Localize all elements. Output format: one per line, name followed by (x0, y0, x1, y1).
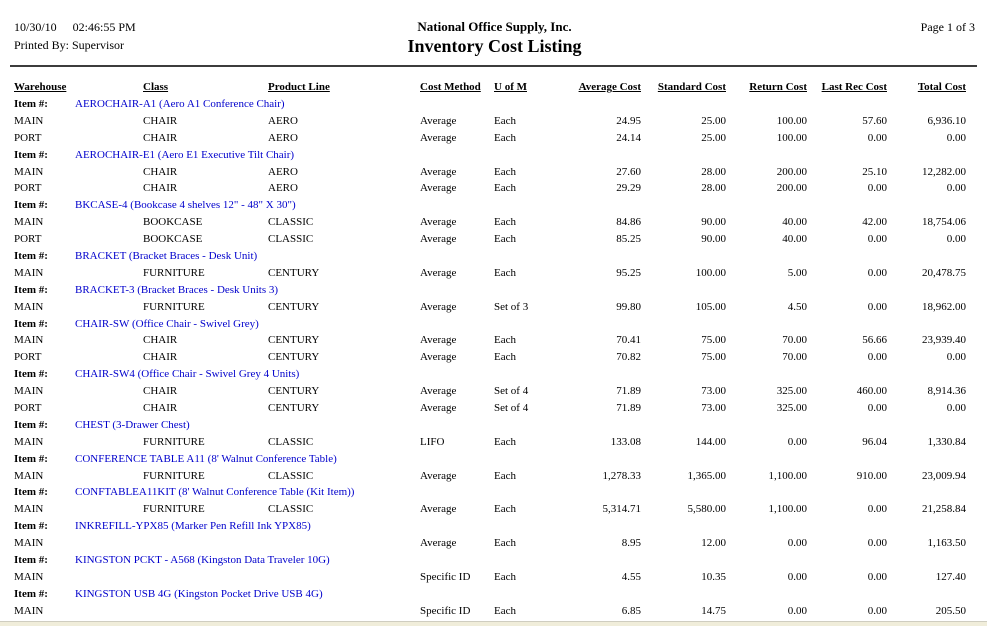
cell-cost-method: Average (420, 537, 457, 550)
cell-product-line (268, 603, 420, 620)
cell-u-of-m: Set of 3 (494, 300, 529, 313)
cell-u-of-m: Each (494, 233, 516, 246)
cell-standard-cost: 73.00 (701, 402, 726, 415)
cell-total-cost: 1,330.84 (927, 435, 966, 448)
cell-u-of-m: Each (494, 334, 516, 347)
cell-class: FURNITURE (143, 435, 205, 448)
item-link[interactable]: CONFTABLEA11KIT (8' Walnut Conference Table (Kit Item)) (75, 486, 355, 499)
cell-total-cost: 18,754.06 (922, 216, 966, 229)
cell-last-rec-cost: 0.00 (867, 570, 887, 583)
cell-product-line: AERO (268, 165, 298, 178)
cell-total-cost: 20,478.75 (922, 266, 966, 279)
cell-product-line (268, 535, 420, 552)
item-link[interactable]: BRACKET (Bracket Braces - Desk Unit) (75, 250, 258, 263)
cell-warehouse: MAIN (14, 570, 44, 583)
cell-warehouse: PORT (14, 402, 42, 415)
item-group-row (14, 451, 966, 468)
cell-cost-method: Average (420, 216, 457, 229)
cell-cost-method: Average (420, 165, 457, 178)
cell-product-line: AERO (268, 182, 298, 195)
cell-class: CHAIR (143, 385, 178, 398)
cell-average-cost: 70.82 (616, 351, 641, 364)
warehouse-data-row (14, 265, 966, 282)
cell-average-cost: 29.29 (616, 182, 641, 195)
cell-standard-cost: 90.00 (701, 233, 726, 246)
item-group-row (14, 248, 966, 265)
cell-standard-cost: 1,365.00 (687, 469, 726, 482)
column-header-total-cost: Total Cost (917, 81, 966, 93)
item-link[interactable]: KINGSTON PCKT - A568 (Kingston Data Traveler 10G) (75, 554, 330, 567)
warehouse-data-row (14, 569, 966, 586)
cell-warehouse: MAIN (14, 114, 44, 127)
cell-average-cost: 24.14 (616, 131, 641, 144)
cell-u-of-m: Set of 4 (494, 402, 529, 415)
item-number-label: Item #: (14, 452, 48, 465)
cell-warehouse: MAIN (14, 300, 44, 313)
cell-last-rec-cost: 57.60 (862, 114, 887, 127)
cell-total-cost: 21,258.84 (922, 503, 966, 516)
cell-class: FURNITURE (143, 503, 205, 516)
item-link[interactable]: CHAIR-SW (Office Chair - Swivel Grey) (75, 317, 259, 330)
cell-u-of-m: Each (494, 216, 516, 229)
cell-average-cost: 133.08 (610, 435, 641, 448)
cell-cost-method: Average (420, 114, 457, 127)
item-link[interactable]: KINGSTON USB 4G (Kingston Pocket Drive USB 4G) (75, 587, 323, 600)
cell-u-of-m: Each (494, 435, 516, 448)
cell-average-cost: 71.89 (616, 385, 641, 398)
column-header-warehouse: Warehouse (14, 81, 67, 93)
column-header-u-of-m: U of M (494, 81, 527, 93)
cell-class (143, 535, 268, 552)
cell-warehouse: PORT (14, 131, 42, 144)
item-number-label: Item #: (14, 587, 48, 600)
cell-total-cost: 23,009.94 (922, 469, 966, 482)
cell-class: FURNITURE (143, 469, 205, 482)
cell-return-cost: 1,100.00 (768, 469, 807, 482)
cell-cost-method: Average (420, 182, 457, 195)
print-time: 02:46:55 PM (72, 20, 136, 34)
cell-standard-cost: 25.00 (701, 131, 726, 144)
report-title: Inventory Cost Listing (407, 36, 582, 56)
cell-return-cost: 100.00 (776, 131, 807, 144)
cell-total-cost: 127.40 (935, 570, 966, 583)
item-number-label: Item #: (14, 554, 48, 567)
cell-average-cost: 84.86 (616, 216, 641, 229)
cell-last-rec-cost: 25.10 (862, 165, 887, 178)
warehouse-data-row (14, 180, 966, 197)
cell-u-of-m: Each (494, 469, 516, 482)
warehouse-data-row (14, 400, 966, 417)
column-header-standard-cost: Standard Cost (657, 81, 726, 93)
cell-return-cost: 40.00 (782, 233, 807, 246)
table-body (14, 96, 966, 620)
cell-warehouse: MAIN (14, 165, 44, 178)
cell-class: BOOKCASE (143, 216, 203, 229)
cell-product-line (268, 569, 420, 586)
cell-cost-method: Specific ID (420, 604, 471, 617)
item-number-label: Item #: (14, 250, 48, 263)
cell-u-of-m: Each (494, 266, 516, 279)
cell-cost-method: Specific ID (420, 570, 471, 583)
item-group-row (14, 282, 966, 299)
warehouse-data-row (14, 299, 966, 316)
printed-by: Printed By: Supervisor (14, 38, 124, 52)
column-header-cost-method: Cost Method (420, 81, 481, 93)
cell-class: BOOKCASE (143, 233, 203, 246)
cell-last-rec-cost: 0.00 (867, 537, 887, 550)
cell-product-line: CLASSIC (268, 469, 314, 482)
cell-return-cost: 100.00 (776, 114, 807, 127)
print-date: 10/30/10 (14, 20, 57, 34)
cell-return-cost: 0.00 (787, 570, 807, 583)
cell-average-cost: 6.85 (621, 604, 641, 617)
cell-average-cost: 1,278.33 (602, 469, 641, 482)
cell-u-of-m: Each (494, 165, 516, 178)
warehouse-data-row (14, 501, 966, 518)
cell-u-of-m: Each (494, 503, 516, 516)
cell-last-rec-cost: 0.00 (867, 604, 887, 617)
item-link[interactable]: BKCASE-4 (Bookcase 4 shelves 12" - 48" X 30") (75, 199, 296, 212)
cell-total-cost: 1,163.50 (927, 537, 966, 550)
cell-product-line: CLASSIC (268, 216, 314, 229)
cell-class: FURNITURE (143, 300, 205, 313)
item-number-label: Item #: (14, 368, 48, 381)
cell-warehouse: PORT (14, 182, 42, 195)
cell-total-cost: 0.00 (946, 131, 966, 144)
cell-return-cost: 70.00 (782, 334, 807, 347)
cell-product-line: AERO (268, 114, 298, 127)
cell-standard-cost: 75.00 (701, 334, 726, 347)
column-header-product-line: Product Line (268, 81, 330, 93)
cell-product-line: CENTURY (268, 266, 320, 279)
item-link[interactable]: CHAIR-SW4 (Office Chair - Swivel Grey 4 Units) (75, 368, 300, 381)
cell-total-cost: 0.00 (946, 233, 966, 246)
cell-total-cost: 6,936.10 (927, 114, 966, 127)
cell-standard-cost: 12.00 (701, 537, 726, 550)
column-header-return-cost: Return Cost (749, 81, 807, 93)
warehouse-data-row (14, 214, 966, 231)
cell-u-of-m: Each (494, 570, 516, 583)
cell-class: CHAIR (143, 182, 178, 195)
cell-warehouse: MAIN (14, 503, 44, 516)
warehouse-data-row (14, 113, 966, 130)
cell-class: CHAIR (143, 165, 178, 178)
item-number-label: Item #: (14, 317, 48, 330)
cell-cost-method: Average (420, 300, 457, 313)
cell-average-cost: 4.55 (621, 570, 641, 583)
cell-return-cost: 5.00 (787, 266, 807, 279)
cell-return-cost: 325.00 (776, 402, 807, 415)
cell-class (143, 603, 268, 620)
column-header-last-rec-cost: Last Rec Cost (821, 81, 887, 93)
cell-u-of-m: Each (494, 131, 516, 144)
item-group-row (14, 552, 966, 569)
cell-cost-method: Average (420, 131, 457, 144)
cell-average-cost: 27.60 (616, 165, 641, 178)
cell-return-cost: 200.00 (776, 165, 807, 178)
cell-return-cost: 1,100.00 (768, 503, 807, 516)
warehouse-data-row (14, 383, 966, 400)
cell-u-of-m: Each (494, 351, 516, 364)
cell-total-cost: 12,282.00 (922, 165, 966, 178)
cell-class: FURNITURE (143, 266, 205, 279)
cell-standard-cost: 144.00 (695, 435, 726, 448)
cell-cost-method: LIFO (420, 435, 445, 448)
column-header-class: Class (143, 81, 169, 93)
cell-average-cost: 71.89 (616, 402, 641, 415)
item-number-label: Item #: (14, 283, 48, 296)
warehouse-data-row (14, 231, 966, 248)
warehouse-data-row (14, 332, 966, 349)
item-group-row (14, 366, 966, 383)
item-link[interactable]: BRACKET-3 (Bracket Braces - Desk Units 3) (75, 283, 279, 296)
cell-total-cost: 18,962.00 (922, 300, 966, 313)
cell-return-cost: 200.00 (776, 182, 807, 195)
cell-return-cost: 40.00 (782, 216, 807, 229)
cell-standard-cost: 28.00 (701, 165, 726, 178)
cell-standard-cost: 105.00 (695, 300, 726, 313)
cell-total-cost: 0.00 (946, 351, 966, 364)
warehouse-data-row (14, 535, 966, 552)
table-header-row (14, 78, 966, 96)
cell-average-cost: 24.95 (616, 114, 641, 127)
cell-standard-cost: 73.00 (701, 385, 726, 398)
cell-warehouse: PORT (14, 351, 42, 364)
cell-average-cost: 70.41 (616, 334, 641, 347)
cell-last-rec-cost: 0.00 (867, 351, 887, 364)
cell-product-line: CENTURY (268, 334, 320, 347)
cell-last-rec-cost: 0.00 (867, 131, 887, 144)
cell-class: CHAIR (143, 334, 178, 347)
cell-warehouse: MAIN (14, 469, 44, 482)
cell-standard-cost: 90.00 (701, 216, 726, 229)
item-number-label: Item #: (14, 199, 48, 212)
warehouse-data-row (14, 349, 966, 366)
cell-u-of-m: Each (494, 537, 516, 550)
cell-u-of-m: Each (494, 114, 516, 127)
inventory-table (0, 67, 987, 620)
cell-u-of-m: Set of 4 (494, 385, 529, 398)
cell-warehouse: MAIN (14, 604, 44, 617)
cell-warehouse: MAIN (14, 334, 44, 347)
cell-return-cost: 325.00 (776, 385, 807, 398)
cell-last-rec-cost: 96.04 (862, 435, 887, 448)
item-group-row (14, 147, 966, 164)
cell-product-line: CENTURY (268, 385, 320, 398)
cell-total-cost: 8,914.36 (927, 385, 966, 398)
cell-class: CHAIR (143, 402, 178, 415)
column-header-average-cost: Average Cost (578, 81, 641, 93)
warehouse-data-row (14, 130, 966, 147)
cell-u-of-m: Each (494, 604, 516, 617)
warehouse-data-row (14, 468, 966, 485)
cell-warehouse: MAIN (14, 435, 44, 448)
cell-warehouse: MAIN (14, 216, 44, 229)
cell-product-line: CLASSIC (268, 503, 314, 516)
cell-cost-method: Average (420, 233, 457, 246)
item-link[interactable]: CHEST (3-Drawer Chest) (75, 418, 190, 431)
cell-average-cost: 95.25 (616, 266, 641, 279)
cell-average-cost: 8.95 (621, 537, 641, 550)
cell-standard-cost: 10.35 (701, 570, 726, 583)
item-group-row (14, 316, 966, 333)
item-number-label: Item #: (14, 486, 48, 499)
item-group-row (14, 586, 966, 603)
cell-last-rec-cost: 0.00 (867, 402, 887, 415)
cell-class: CHAIR (143, 114, 178, 127)
cell-total-cost: 0.00 (946, 182, 966, 195)
cell-cost-method: Average (420, 351, 457, 364)
item-group-row (14, 197, 966, 214)
cell-standard-cost: 75.00 (701, 351, 726, 364)
cell-total-cost: 205.50 (935, 604, 966, 617)
cell-product-line: CLASSIC (268, 233, 314, 246)
item-group-row (14, 417, 966, 434)
cell-average-cost: 99.80 (616, 300, 641, 313)
item-number-label: Item #: (14, 98, 48, 110)
item-group-row (14, 518, 966, 535)
warehouse-data-row (14, 603, 966, 620)
cell-last-rec-cost: 0.00 (867, 300, 887, 313)
company-name: National Office Supply, Inc. (417, 19, 572, 34)
cell-standard-cost: 25.00 (701, 114, 726, 127)
cell-total-cost: 23,939.40 (922, 334, 966, 347)
cell-product-line: CENTURY (268, 351, 320, 364)
cell-last-rec-cost: 460.00 (856, 385, 887, 398)
cell-last-rec-cost: 0.00 (867, 503, 887, 516)
item-link[interactable]: INKREFILL-YPX85 (Marker Pen Refill Ink YPX85) (75, 520, 311, 533)
cell-cost-method: Average (420, 469, 457, 482)
cell-average-cost: 5,314.71 (602, 503, 641, 516)
warehouse-data-row (14, 164, 966, 181)
cell-last-rec-cost: 56.66 (862, 334, 887, 347)
report-header (0, 0, 987, 57)
cell-return-cost: 4.50 (787, 300, 807, 313)
item-link[interactable]: AEROCHAIR-E1 (Aero E1 Executive Tilt Chair) (75, 148, 295, 161)
cell-cost-method: Average (420, 385, 457, 398)
cell-warehouse: PORT (14, 233, 42, 246)
cell-cost-method: Average (420, 334, 457, 347)
cell-product-line: AERO (268, 131, 298, 144)
cell-warehouse: MAIN (14, 385, 44, 398)
print-datetime (14, 20, 407, 35)
item-group-row (14, 96, 966, 113)
page-number: Page 1 of 3 (920, 20, 975, 34)
cell-average-cost: 85.25 (616, 233, 641, 246)
cell-standard-cost: 100.00 (695, 266, 726, 279)
item-number-label: Item #: (14, 418, 48, 431)
cell-class: CHAIR (143, 131, 178, 144)
warehouse-data-row (14, 434, 966, 451)
cell-standard-cost: 5,580.00 (687, 503, 726, 516)
item-link[interactable]: AEROCHAIR-A1 (Aero A1 Conference Chair) (75, 98, 285, 110)
cell-product-line: CLASSIC (268, 435, 314, 448)
cell-cost-method: Average (420, 266, 457, 279)
cell-u-of-m: Each (494, 182, 516, 195)
cell-warehouse: MAIN (14, 537, 44, 550)
cell-return-cost: 0.00 (787, 604, 807, 617)
window-bottom-edge (0, 621, 987, 626)
item-number-label: Item #: (14, 148, 48, 161)
item-number-label: Item #: (14, 520, 48, 533)
cell-last-rec-cost: 0.00 (867, 182, 887, 195)
cell-total-cost: 0.00 (946, 402, 966, 415)
item-group-row (14, 484, 966, 501)
cell-last-rec-cost: 0.00 (867, 266, 887, 279)
cell-product-line: CENTURY (268, 402, 320, 415)
cell-last-rec-cost: 910.00 (856, 469, 887, 482)
cell-class (143, 569, 268, 586)
cell-return-cost: 70.00 (782, 351, 807, 364)
cell-standard-cost: 14.75 (701, 604, 726, 617)
cell-last-rec-cost: 0.00 (867, 233, 887, 246)
cell-return-cost: 0.00 (787, 537, 807, 550)
cell-cost-method: Average (420, 402, 457, 415)
cell-cost-method: Average (420, 503, 457, 516)
cell-standard-cost: 28.00 (701, 182, 726, 195)
cell-last-rec-cost: 42.00 (862, 216, 887, 229)
cell-warehouse: MAIN (14, 266, 44, 279)
cell-class: CHAIR (143, 351, 178, 364)
item-link[interactable]: CONFERENCE TABLE A11 (8' Walnut Conference Table) (75, 452, 337, 465)
cell-return-cost: 0.00 (787, 435, 807, 448)
cell-product-line: CENTURY (268, 300, 320, 313)
